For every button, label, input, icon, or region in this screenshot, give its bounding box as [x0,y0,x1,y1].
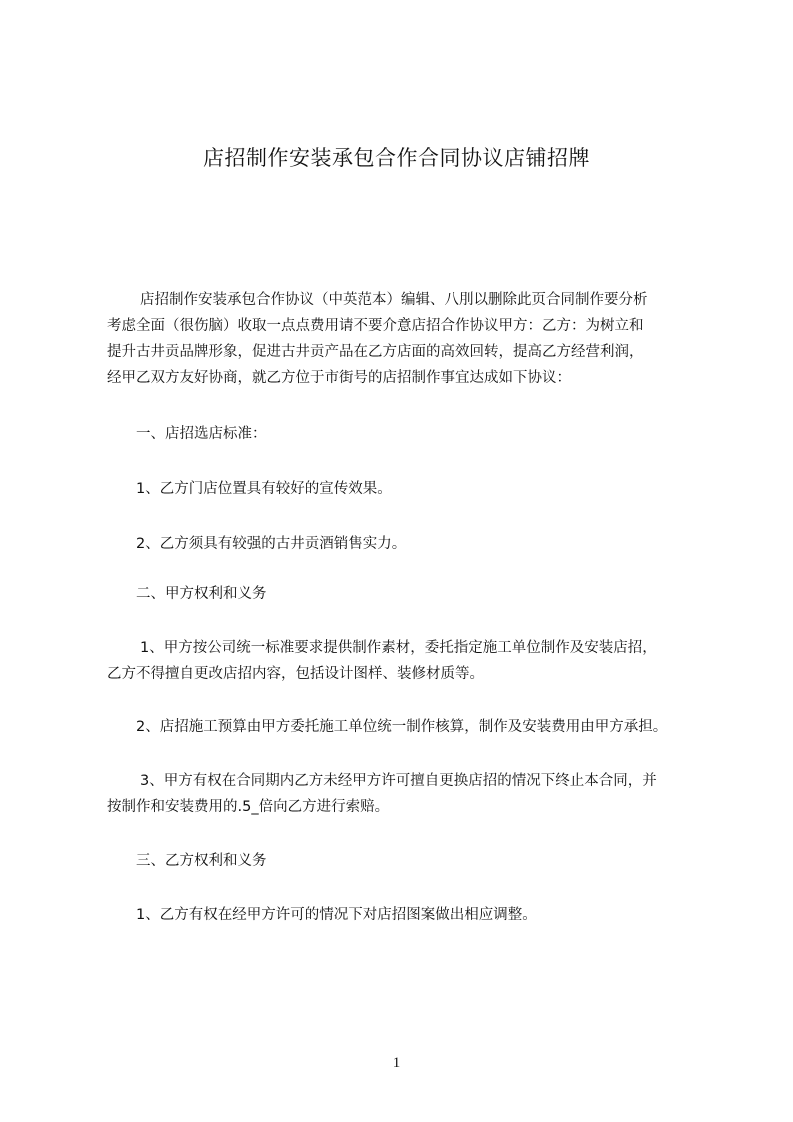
intro-line-3: 提升古井贡品牌形象，促进古井贡产品在乙方店面的高效回转，提高乙方经营利润， [107,344,644,360]
intro-line-2: 考虑全面（很伤脑）收取一点点费用请不要介意店招合作协议甲方：乙方：为树立和 [107,318,644,334]
section-1-heading: 一、店招选店标准： [136,426,267,442]
section-2-item-1-line-1: 1、甲方按公司统一标准要求提供制作素材，委托指定施工单位制作及安装店招， [140,640,657,656]
section-3-item-1: 1、乙方有权在经甲方许可的情况下对店招图案做出相应调整。 [136,907,537,923]
section-2-heading: 二、甲方权利和义务 [136,586,267,602]
document-title: 店招制作安装承包合作合同协议店铺招牌 [203,146,590,170]
intro-line-1: 店招制作安装承包合作协议（中英范本）编辑、八刖以删除此页合同制作要分析 [140,292,648,308]
section-1-item-2: 2、乙方须具有较强的古井贡酒销售实力。 [136,536,407,552]
page-number: 1 [392,1055,401,1071]
section-2-item-3-line-2: 按制作和安装费用的.5_倍向乙方进行索赔。 [107,799,390,815]
section-1-item-1: 1、乙方门店位置具有较好的宣传效果。 [136,481,392,497]
section-3-heading: 三、乙方权利和义务 [136,853,267,869]
section-2-item-3-line-1: 3、甲方有权在合同期内乙方未经甲方许可擅自更换店招的情况下终止本合同，并 [140,773,657,789]
section-2-item-2: 2、店招施工预算由甲方委托施工单位统一制作核算，制作及安装费用由甲方承担。 [136,719,668,735]
section-2-item-1-line-2: 乙方不得擅自更改店招内容，包括设计图样、装修材质等。 [107,666,484,682]
intro-line-4: 经甲乙双方友好协商，就乙方位于市街号的店招制作事宜达成如下协议： [107,370,571,386]
